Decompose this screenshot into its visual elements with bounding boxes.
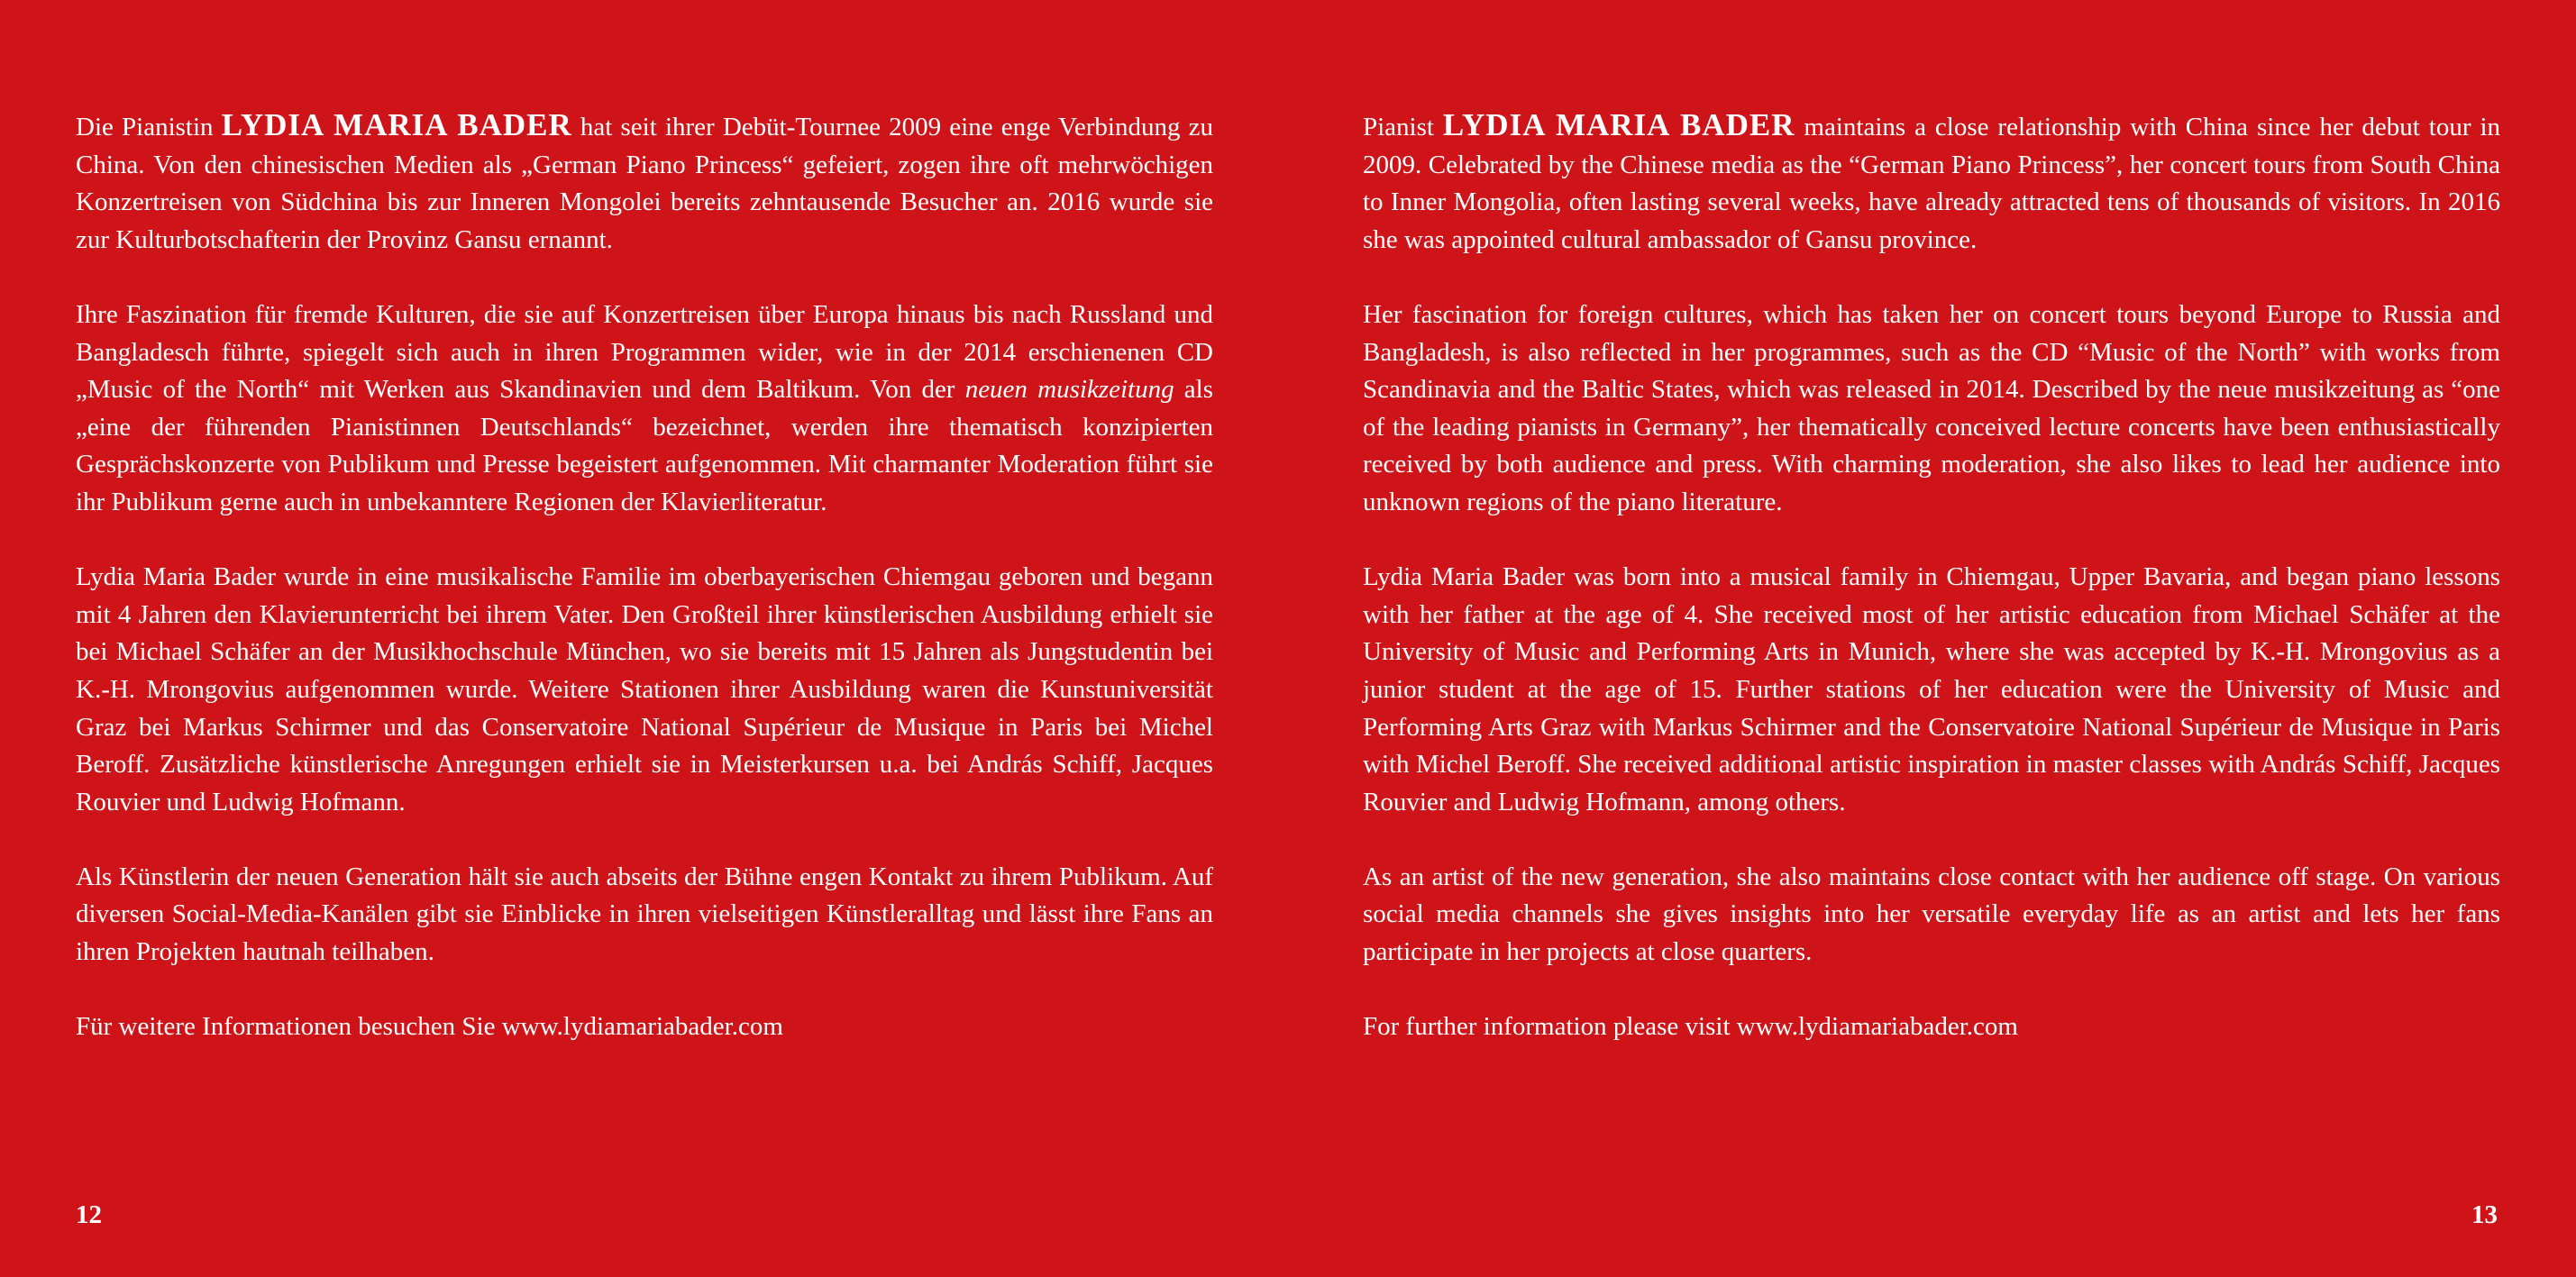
- right-paragraph-3: Lydia Maria Bader was born into a musical family in Chiemgau, Upper Bavaria, and began piano lessons with her father at the age of 4. She received most of her artistic education from Michael Schäfer at the University of Music and Performing Arts in Munich, where she was accepted by K.-H. Mrongovius as a junior student at the age of 15. Further stations of her education were the University of Music and Performing Arts Graz with Markus Schirmer and the Conservatoire National Supérieur de Musique in Paris with Michel Beroff. She received additional artistic inspiration in master classes with András Schiff, Jacques Rouvier and Ludwig Hofmann, among others.: [1363, 562, 2500, 816]
- page-number-right: 13: [2471, 1200, 2498, 1229]
- publication-title: neuen musikzeitung: [964, 375, 1174, 405]
- page-number-left: 12: [76, 1200, 102, 1229]
- artist-name: LYDIA MARIA BADER: [1442, 107, 1795, 142]
- left-paragraph-3: Lydia Maria Bader wurde in eine musikalische Familie im oberbayerischen Chiemgau geboren und begann mit 4 Jahren den Klavierunterricht bei ihrem Vater. Den Großteil ihrer künstlerischen Ausbildung erhielt sie bei Michael Schäfer an der Musikhochschule München, wo sie bereits mit 15 Jahren als Jungstudentin bei K.-H. Mrongovius aufgenommen wurde. Weitere Stationen ihrer Ausbildung waren die Kunstuniversität Graz bei Markus Schirmer und das Conservatoire National Supérieur de Musique in Paris bei Michel Beroff. Zusätzliche künstlerische Anregungen erhielt sie in Meisterkursen u.a. bei András Schiff, Jacques Rouvier und Ludwig Hofmann.: [76, 562, 1213, 816]
- left-paragraph-1: Die Pianistin LYDIA MARIA BADER hat seit ihrer Debüt-Tournee 2009 eine enge Verbindung zu China. Von den chinesischen Medien als „German Piano Princess“ gefeiert, zogen ihre oft mehrwöchigen Konzertreisen von Südchina bis zur Inneren Mongolei bereits zehntausende Besucher an. 2016 wurde sie zur Kulturbotschafterin der Provinz Gansu ernannt.: [76, 107, 1213, 254]
- right-paragraph-2: Her fascination for foreign cultures, which has taken her on concert tours beyond Europe to Russia and Bangladesh, is also reflected in her programmes, such as the CD “Music of the North” with works from Scandinavia and the Baltic States, which was released in 2014. Described by the neue musikzeitung as “one of the leading pianists in Germany”, her thematically conceived lecture concerts have been enthusiastically received by both audience and press. With charming moderation, she also likes to lead her audience into unknown regions of the piano literature.: [1363, 299, 2500, 516]
- left-page-text: [76, 106, 1213, 1083]
- left-paragraph-5: Für weitere Informationen besuchen Sie www.lydiamariabader.com: [76, 1012, 783, 1042]
- right-paragraph-1: Pianist LYDIA MARIA BADER maintains a close relationship with China since her debut tour in 2009. Celebrated by the Chinese media as the “German Piano Princess”, her concert tours from South China to Inner Mongolia, often lasting several weeks, have already attracted tens of thousands of visitors. In 2016 she was appointed cultural ambassador of Gansu province.: [1363, 107, 2500, 254]
- left-paragraph-4: Als Künstlerin der neuen Generation hält sie auch abseits der Bühne engen Kontakt zu ihrem Publikum. Auf diversen Social-Media-Kanälen gibt sie Einblicke in ihren vielseitigen Künstleralltag und lässt ihre Fans an ihren Projekten hautnah teilhaben.: [76, 862, 1213, 967]
- right-paragraph-5: For further information please visit www.lydiamariabader.com: [1363, 1012, 2018, 1042]
- right-page-text: [1363, 106, 2500, 1083]
- left-paragraph-2: Ihre Faszination für fremde Kulturen, die sie auf Konzertreisen über Europa hinaus bis nach Russland und Bangladesch führte, spiegelt sich auch in ihren Programmen wider, wie in der 2014 erschienenen CD „Music of the North“ mit Werken aus Skandinavien und dem Baltikum. Von der neuen musikzeitung als „eine der führenden Pianistinnen Deutschlands“ bezeichnet, werden ihre thematisch konzipierten Gesprächskonzerte von Publikum und Presse begeistert aufgenommen. Mit charmanter Moderation führt sie ihr Publikum gerne auch in unbekanntere Regionen der Klavierliteratur.: [76, 299, 1214, 516]
- right-paragraph-4: As an artist of the new generation, she also maintains close contact with her audience off stage. On various social media channels she gives insights into her versatile everyday life as an artist and lets her fans participate in her projects at close quarters.: [1363, 862, 2500, 967]
- artist-name: LYDIA MARIA BADER: [221, 107, 572, 142]
